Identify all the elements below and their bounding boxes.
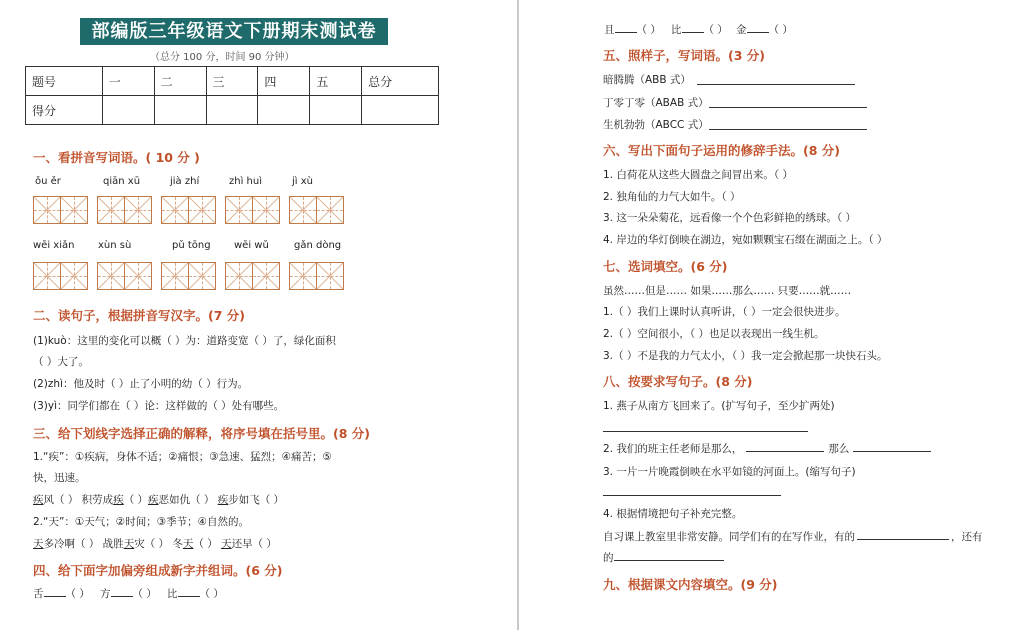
pinyin: ǒu ěr: [35, 176, 61, 187]
score-value-row: [26, 96, 439, 125]
score-header-cell: 一: [102, 67, 154, 96]
right-page: [521, 0, 1036, 630]
word-options: 虽然……但是…… 如果……那么…… 只要……就……: [603, 285, 852, 297]
answer-blank[interactable]: [111, 596, 133, 597]
question-line: 快，迅速。: [33, 472, 86, 484]
pinyin: zhì huì: [229, 176, 262, 187]
pinyin: qiān xū: [103, 176, 141, 187]
underlined-char: 疾: [148, 494, 159, 506]
exam-title: 部编版三年级语文下册期末测试卷: [80, 18, 388, 45]
question-line: 1.（ ）我们上课时认真听讲，（ ）一定会很快进步。: [603, 306, 846, 318]
question-line: 自习课上教室里非常安静。同学们有的在写作业，有的 ，还有: [603, 531, 983, 543]
radical-item: 舌 （ ）: [33, 588, 90, 600]
score-cell[interactable]: [206, 96, 258, 125]
question-line: (3)yì：同学们都在（ ）论：这样做的（ ）处有哪些。: [33, 400, 285, 412]
question-line: 1.“疾”：①疾病，身体不适；②痛恨；③急速、猛烈；④痛苦；⑤: [33, 451, 332, 463]
question-line: 的: [603, 550, 724, 565]
score-header-cell: 总分: [362, 67, 439, 96]
pattern-item: 生机勃勃（ABCC 式）: [603, 119, 709, 131]
question-line: 3.（ ）不是我的力气太小，（ ）我一定会掀起那一块快石头。: [603, 350, 888, 362]
pinyin: jì xù: [292, 176, 313, 187]
score-cell[interactable]: [154, 96, 206, 125]
answer-line[interactable]: [603, 431, 808, 432]
question-line: (2)zhì：他及时（ ）止了小明的幼（ ）行为。: [33, 378, 249, 390]
answer-line[interactable]: [709, 129, 867, 130]
score-cell[interactable]: [258, 96, 310, 125]
tianzige-box[interactable]: [97, 262, 152, 290]
answer-line[interactable]: [709, 107, 867, 108]
underlined-char: 天: [182, 538, 194, 550]
answer-line[interactable]: [603, 495, 781, 496]
question-line: 2. 我们的班主任老师是那么， 那么: [603, 441, 931, 456]
tianzige-box[interactable]: [289, 196, 344, 224]
question-line: 2. 独角仙的力气大如牛。（ ）: [603, 191, 741, 203]
question-line: 3. 这一朵朵菊花，远看像一个个色彩鲜艳的绣球。（ ）: [603, 212, 856, 224]
tianzige-box[interactable]: [225, 196, 280, 224]
pinyin: jià zhí: [170, 176, 200, 187]
radical-item: 金 （ ）: [736, 24, 793, 36]
question-line: 疾风（ ） 积劳成疾（ ）疾恶如仇（ ） 疾步如飞（ ）: [33, 494, 285, 506]
tianzige-box[interactable]: [33, 262, 88, 290]
score-cell[interactable]: [362, 96, 439, 125]
pattern-item: 暗腾腾（ABB 式）: [603, 74, 691, 86]
tianzige-box[interactable]: [161, 262, 216, 290]
score-header-row: [26, 67, 439, 96]
radical-item: 比 （ ）: [167, 588, 224, 600]
section-5-heading: 五、照样子，写词语。(3 分): [603, 48, 765, 63]
section-2-heading: 二、读句子，根据拼音写汉字。(7 分): [33, 308, 245, 323]
pinyin: wēi wǔ: [234, 240, 269, 251]
answer-blank[interactable]: [853, 451, 931, 452]
question-line: 4. 岸边的华灯倒映在湖边，宛如颗颗宝石缀在湖面之上。（ ）: [603, 234, 888, 246]
answer-blank[interactable]: [615, 32, 637, 33]
section-9-heading: 九、根据课文内容填空。(9 分): [603, 577, 778, 592]
underlined-char: 疾: [113, 494, 124, 506]
underlined-char: 天: [123, 538, 135, 550]
question-line: 3. 一片一片晚霞倒映在水平如镜的河面上。(缩写句子): [603, 466, 856, 478]
pinyin: pǔ tōng: [172, 240, 211, 251]
answer-blank[interactable]: [746, 451, 824, 452]
question-line: (1)kuò：这里的变化可以概（ ）为：道路变宽（ ）了，绿化面积: [33, 335, 336, 347]
tianzige-box[interactable]: [97, 196, 152, 224]
section-7-heading: 七、选词填空。(6 分): [603, 259, 728, 274]
tianzige-box[interactable]: [33, 196, 88, 224]
section-6-heading: 六、写出下面句子运用的修辞手法。(8 分): [603, 143, 840, 158]
question-line: （ ）大了。: [33, 356, 89, 368]
score-header-cell: 三: [206, 67, 258, 96]
underlined-char: 疾: [33, 494, 44, 506]
score-header-cell: 五: [310, 67, 362, 96]
question-line: 4. 根据情境把句子补充完整。: [603, 508, 743, 520]
answer-blank[interactable]: [747, 32, 769, 33]
score-cell[interactable]: [102, 96, 154, 125]
question-line: 1. 白荷花从这些大圆盘之间冒出来。（ ）: [603, 169, 793, 181]
section-3-heading: 三、给下划线字选择正确的解释，将序号填在括号里。(8 分): [33, 426, 370, 441]
answer-blank[interactable]: [682, 32, 704, 33]
tianzige-box[interactable]: [161, 196, 216, 224]
pattern-item: 丁零丁零（ABAB 式）: [603, 97, 709, 109]
question-line: 2.“天”：①天气；②时间；③季节；④自然的。: [33, 516, 250, 528]
question-line: 1. 燕子从南方飞回来了。(扩写句子，至少扩两处): [603, 400, 835, 412]
radical-item: 方 （ ）: [100, 588, 157, 600]
answer-blank[interactable]: [857, 539, 949, 540]
tianzige-box[interactable]: [289, 262, 344, 290]
pinyin: wēi xiǎn: [33, 240, 75, 251]
section-1-heading: 一、看拼音写词语。( 10 分 ): [33, 150, 200, 165]
exam-subtitle: （总分 100 分，时间 90 分钟）: [150, 52, 295, 63]
answer-blank[interactable]: [44, 596, 66, 597]
left-page: [0, 0, 515, 630]
tianzige-box[interactable]: [225, 262, 280, 290]
score-cell[interactable]: [310, 96, 362, 125]
radical-item: 比 （ ）: [671, 24, 728, 36]
pinyin: gǎn dòng: [294, 240, 342, 251]
answer-line[interactable]: [697, 84, 855, 85]
page-divider: [517, 0, 519, 630]
score-header-cell: 题号: [26, 67, 103, 96]
pinyin: xùn sù: [98, 240, 132, 251]
score-header-cell: 二: [154, 67, 206, 96]
section-4-heading: 四、给下面字加偏旁组成新字并组词。(6 分): [33, 563, 283, 578]
section-8-heading: 八、按要求写句子。(8 分): [603, 374, 753, 389]
score-row-label: 得分: [26, 96, 103, 125]
underlined-char: 天: [221, 538, 232, 550]
score-table: [25, 66, 439, 125]
question-line: 天多冷啊（ ） 战胜天灾（ ） 冬天（ ） 天还早（ ）: [33, 538, 277, 550]
answer-blank[interactable]: [614, 560, 724, 561]
question-line: 2.（ ）空间很小，（ ）也足以表现出一线生机。: [603, 328, 825, 340]
radical-item: 且 （ ）: [604, 24, 661, 36]
underlined-char: 疾: [217, 494, 229, 506]
underlined-char: 天: [33, 538, 44, 550]
score-header-cell: 四: [258, 67, 310, 96]
answer-blank[interactable]: [178, 596, 200, 597]
